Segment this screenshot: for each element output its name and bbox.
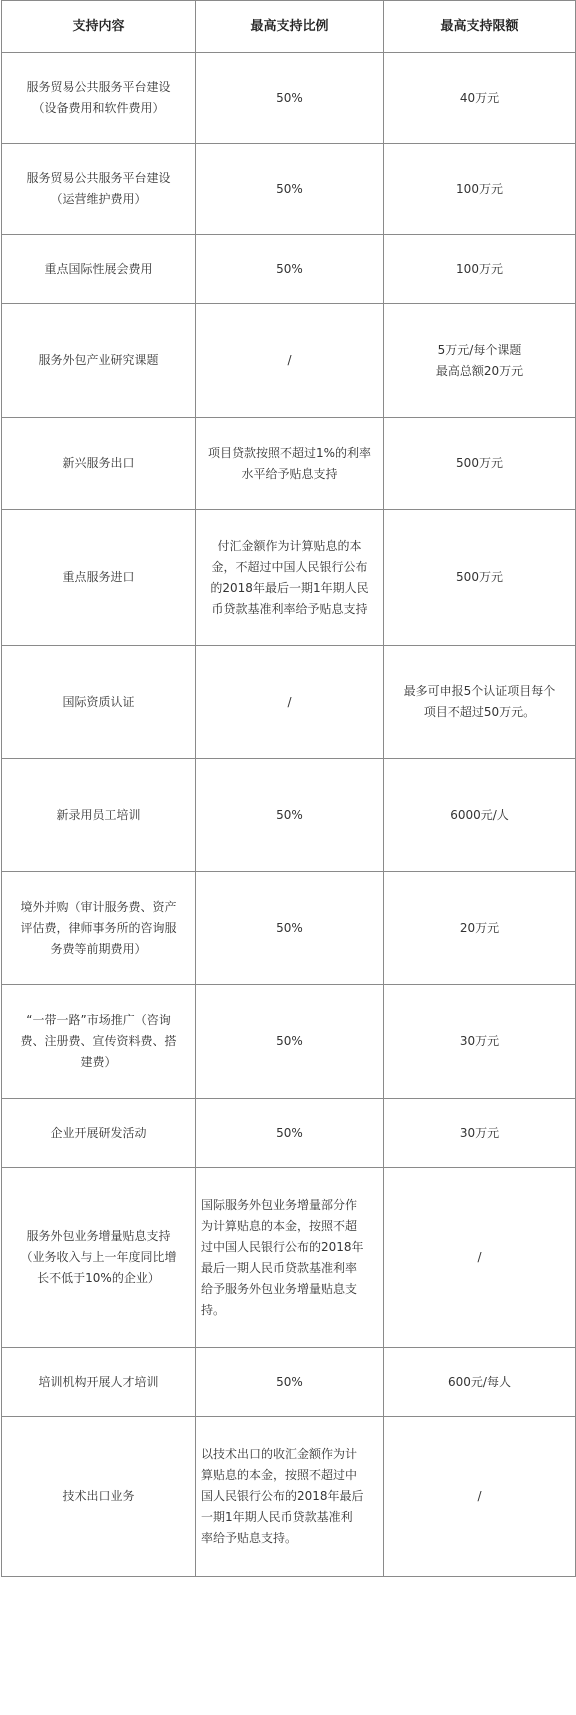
header-limit: 最高支持限额 — [384, 1, 576, 53]
table-row — [2, 872, 576, 985]
cell-line: （业务收入与上一年度同比增 — [20, 1250, 177, 1264]
cell-limit — [384, 235, 576, 304]
cell-ratio — [196, 235, 384, 304]
cell-limit — [384, 872, 576, 985]
table-row — [2, 759, 576, 872]
support-table — [1, 0, 576, 1577]
cell-line: 服务外包产业研究课题 — [38, 353, 159, 367]
cell-line: 30万元 — [459, 1034, 500, 1048]
cell-content — [2, 510, 196, 646]
cell-line: 新录用员工培训 — [56, 807, 141, 822]
cell-line: 国际资质认证 — [62, 694, 135, 709]
cell-limit — [384, 1348, 576, 1417]
cell-line: 20万元 — [459, 920, 500, 935]
cell-content — [2, 144, 196, 235]
table-header-row — [2, 1, 576, 53]
cell-line: 重点国际性展会费用 — [44, 261, 153, 276]
cell-content — [2, 872, 196, 985]
cell-ratio — [196, 646, 384, 759]
cell-ratio — [196, 418, 384, 510]
cell-limit — [384, 1417, 576, 1577]
cell-line: 算贴息的本金，按照不超过中 — [201, 1468, 358, 1482]
cell-limit — [384, 646, 576, 759]
cell-limit — [384, 418, 576, 510]
cell-line: 给予服务外包业务增量贴息支 — [201, 1281, 358, 1296]
table-body — [2, 53, 576, 1577]
cell-content — [2, 304, 196, 418]
cell-line: / — [287, 694, 292, 709]
cell-line: 持。 — [201, 1302, 226, 1317]
cell-line: “一带一路”市场推广（咨询 — [26, 1013, 171, 1027]
cell-line: 50% — [276, 90, 303, 105]
cell-line: / — [287, 353, 292, 367]
cell-limit — [384, 510, 576, 646]
cell-line: 新兴服务出口 — [62, 456, 135, 470]
cell-line: 服务贸易公共服务平台建设 — [26, 171, 171, 185]
cell-line: 项目贷款按照不超过1%的利率 — [207, 445, 372, 460]
cell-line: 6000元/人 — [450, 807, 509, 822]
cell-line: 最后一期人民币贷款基准利率 — [201, 1260, 358, 1275]
cell-line: 50% — [276, 1374, 303, 1389]
table-row — [2, 53, 576, 144]
cell-line: 50% — [276, 1125, 303, 1140]
cell-line: 过中国人民银行公布的2018年 — [201, 1239, 364, 1254]
table-row — [2, 1168, 576, 1348]
cell-line: 培训机构开展人才培训 — [38, 1374, 159, 1389]
cell-line: 50% — [276, 1034, 303, 1048]
cell-line: 企业开展研发活动 — [50, 1125, 147, 1140]
cell-ratio — [196, 1348, 384, 1417]
cell-ratio — [196, 510, 384, 646]
cell-content — [2, 53, 196, 144]
cell-line: 项目不超过50万元。 — [423, 705, 536, 719]
header-ratio: 最高支持比例 — [196, 1, 384, 53]
cell-line: 金，不超过中国人民银行公布 — [211, 559, 368, 574]
cell-content — [2, 985, 196, 1099]
cell-line: 50% — [276, 181, 303, 196]
cell-content — [2, 1348, 196, 1417]
cell-line: 评估费，律师事务所的咨询服 — [20, 920, 177, 935]
cell-limit — [384, 144, 576, 235]
cell-line: 500万元 — [456, 570, 503, 584]
cell-line: 服务外包业务增量贴息支持 — [26, 1229, 171, 1243]
cell-ratio — [196, 985, 384, 1099]
table-row — [2, 985, 576, 1099]
cell-line: 30万元 — [459, 1125, 500, 1140]
table-row — [2, 304, 576, 418]
cell-line: 币贷款基准利率给予贴息支持 — [211, 601, 368, 616]
cell-line: 40万元 — [459, 90, 500, 105]
cell-line: 50% — [276, 261, 303, 276]
cell-line: 重点服务进口 — [62, 570, 135, 584]
cell-line: 务费等前期费用） — [50, 941, 147, 956]
cell-line: 建费） — [80, 1055, 117, 1069]
cell-limit — [384, 304, 576, 418]
cell-line: 100万元 — [456, 261, 503, 276]
cell-line: 最高总额20万元 — [435, 363, 524, 378]
table-row — [2, 418, 576, 510]
cell-limit — [384, 759, 576, 872]
cell-line: 以技术出口的收汇金额作为计 — [201, 1447, 358, 1461]
cell-line: 一期1年期人民币贷款基准利 — [201, 1510, 353, 1524]
cell-content — [2, 235, 196, 304]
cell-ratio — [196, 1168, 384, 1348]
cell-ratio — [196, 872, 384, 985]
cell-line: 服务贸易公共服务平台建设 — [26, 80, 171, 94]
cell-line: 付汇金额作为计算贴息的本 — [217, 538, 362, 553]
cell-limit — [384, 1099, 576, 1168]
cell-line: 100万元 — [456, 181, 503, 196]
cell-content — [2, 1099, 196, 1168]
cell-ratio — [196, 1099, 384, 1168]
cell-line: （设备费用和软件费用） — [32, 101, 165, 115]
table-row — [2, 235, 576, 304]
cell-line: 率给予贴息支持。 — [201, 1531, 298, 1545]
cell-line: 境外并购（审计服务费、资产 — [20, 899, 177, 914]
cell-line: / — [477, 1489, 482, 1503]
cell-content — [2, 1168, 196, 1348]
header-content: 支持内容 — [2, 1, 196, 53]
cell-line: 最多可申报5个认证项目每个 — [403, 684, 556, 698]
table-row — [2, 1348, 576, 1417]
cell-line: 5万元/每个课题 — [437, 342, 522, 357]
cell-content — [2, 646, 196, 759]
cell-line: 长不低于10%的企业） — [37, 1271, 160, 1285]
cell-line: 500万元 — [456, 456, 503, 470]
cell-content — [2, 759, 196, 872]
cell-line: （运营维护费用） — [50, 192, 147, 206]
table-row — [2, 1099, 576, 1168]
cell-ratio — [196, 1417, 384, 1577]
cell-line: 水平给予贴息支持 — [241, 466, 338, 481]
cell-line: 国人民银行公布的2018年最后 — [201, 1489, 364, 1503]
cell-line: 技术出口业务 — [62, 1489, 135, 1503]
cell-ratio — [196, 53, 384, 144]
cell-line: 为计算贴息的本金，按照不超 — [201, 1218, 358, 1233]
cell-content — [2, 418, 196, 510]
table-row — [2, 1417, 576, 1577]
cell-content — [2, 1417, 196, 1577]
cell-line: 费、注册费、宣传资料费、搭 — [20, 1034, 177, 1048]
table-row — [2, 510, 576, 646]
cell-limit — [384, 53, 576, 144]
cell-limit — [384, 985, 576, 1099]
cell-line: 50% — [276, 807, 303, 822]
cell-line: 600元/每人 — [448, 1374, 511, 1389]
cell-line: / — [477, 1250, 482, 1264]
table-row — [2, 144, 576, 235]
cell-ratio — [196, 304, 384, 418]
cell-line: 的2018年最后一期1年期人民 — [210, 580, 369, 595]
cell-limit — [384, 1168, 576, 1348]
cell-line: 国际服务外包业务增量部分作 — [201, 1197, 358, 1212]
table-row — [2, 646, 576, 759]
cell-line: 50% — [276, 920, 303, 935]
cell-ratio — [196, 759, 384, 872]
cell-ratio — [196, 144, 384, 235]
